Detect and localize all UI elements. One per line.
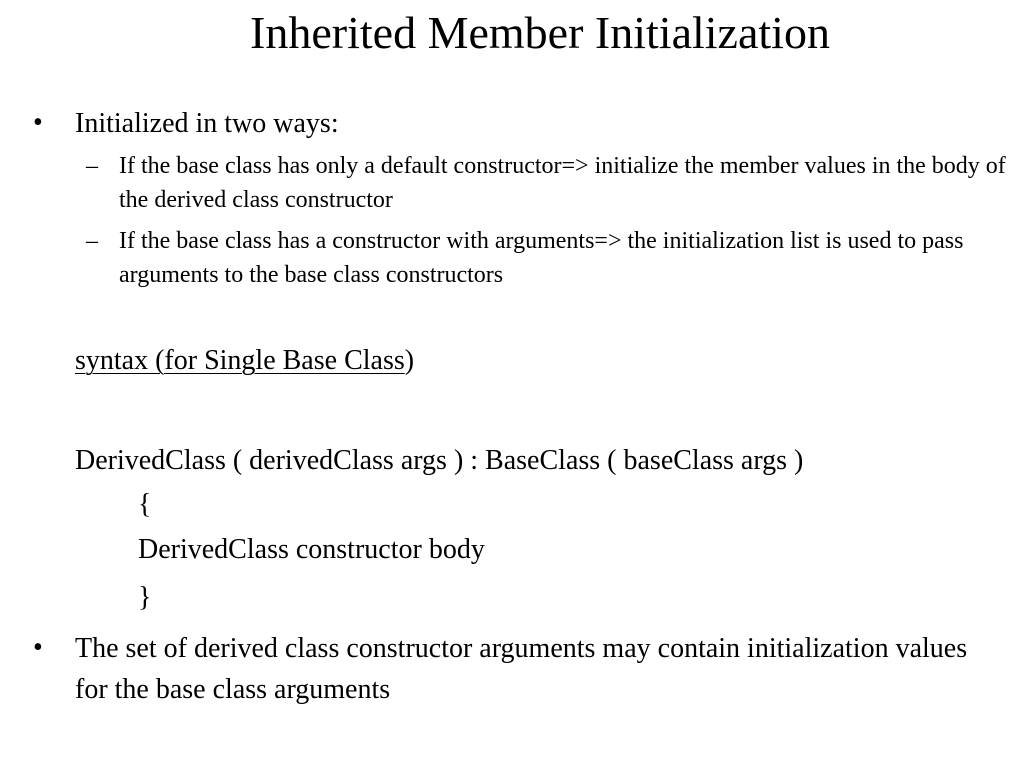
close-brace: }: [138, 582, 152, 613]
constructor-body: DerivedClass constructor body: [138, 534, 485, 565]
bullet-marker: •: [33, 632, 43, 663]
syntax-heading-suffix: ): [404, 345, 415, 376]
sub-bullet-marker: –: [86, 228, 98, 254]
syntax-heading: [75, 344, 414, 378]
bullet-initialized-two-ways: Initialized in two ways:: [75, 108, 339, 139]
sub-bullet-marker: –: [86, 153, 98, 179]
sub-bullet-default-constructor: If the base class has only a default constructor=> initialize the member values in the body of the derived class constructor: [119, 153, 1006, 213]
sub-bullet-constructor-with-arguments: If the base class has a constructor with arguments=> the initialization list is used to pass arguments to the base class constructors: [119, 228, 964, 288]
slide-title: Inherited Member Initialization: [250, 7, 830, 58]
bullet-derived-args: The set of derived class constructor arguments may contain initialization values for the base class arguments: [75, 633, 968, 705]
constructor-signature: DerivedClass ( derivedClass args ) : BaseClass ( baseClass args ): [75, 445, 804, 476]
syntax-heading-label: syntax (for Single Base Class: [75, 345, 405, 376]
open-brace: {: [138, 489, 152, 520]
bullet-marker: •: [33, 107, 43, 138]
